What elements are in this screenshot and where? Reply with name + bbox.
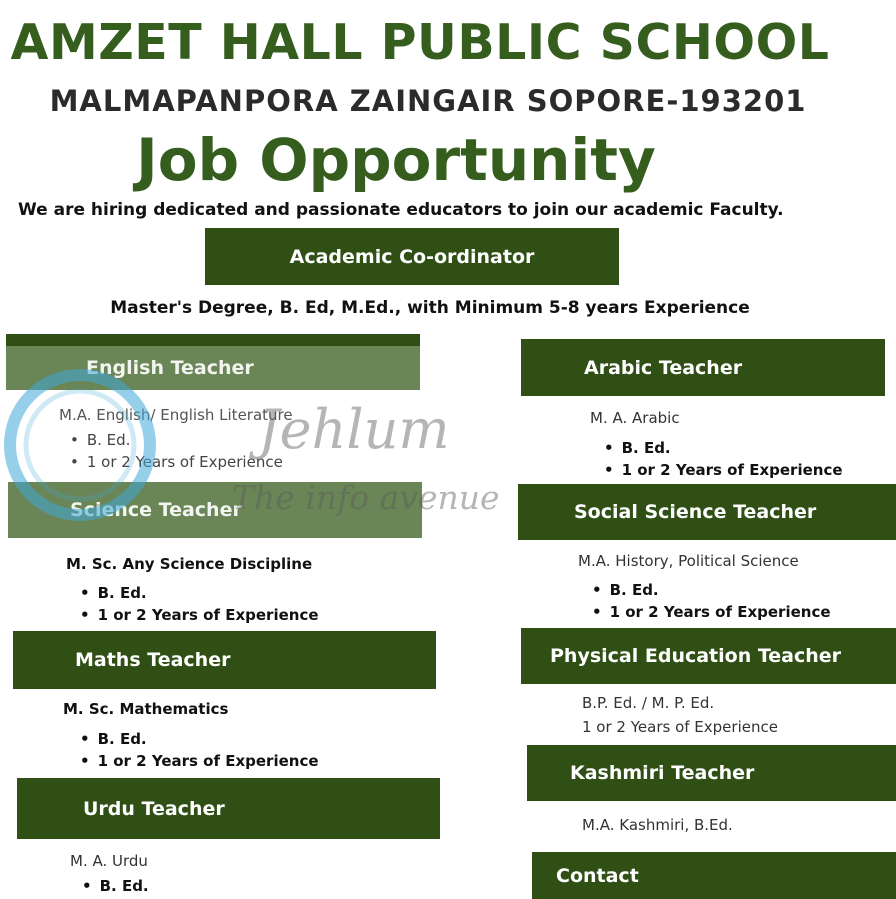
school-name: AMZET HALL PUBLIC SCHOOL	[10, 14, 830, 71]
watermark-ring-icon	[0, 355, 180, 535]
physical-education-title: Physical Education Teacher	[550, 645, 842, 667]
urdu-bullet-1: • B. Ed.	[82, 877, 149, 895]
social-science-bullet-1: • B. Ed.	[592, 581, 659, 599]
arabic-heading	[521, 339, 885, 396]
english-bullet-2: • 1 or 2 Years of Experience	[70, 453, 283, 471]
watermark-subtitle: The info avenue	[232, 478, 500, 517]
science-bullet-2: • 1 or 2 Years of Experience	[80, 606, 319, 624]
coordinator-requirement: Master's Degree, B. Ed, M.Ed., with Minimum 5-8 years Experience	[110, 298, 750, 318]
arabic-qualification: M. A. Arabic	[590, 409, 680, 427]
contact-heading	[532, 852, 896, 899]
kashmiri-title: Kashmiri Teacher	[570, 762, 755, 784]
arabic-bullet-1: • B. Ed.	[604, 439, 671, 457]
social-science-title: Social Science Teacher	[574, 501, 817, 523]
science-title: Science Teacher	[70, 499, 242, 521]
coordinator-heading	[205, 228, 619, 285]
arabic-bullet-2: • 1 or 2 Years of Experience	[604, 461, 843, 479]
science-bullet-1: • B. Ed.	[80, 584, 147, 602]
maths-bullet-2: • 1 or 2 Years of Experience	[80, 752, 319, 770]
social-science-bullet-2: • 1 or 2 Years of Experience	[592, 603, 831, 621]
maths-title: Maths Teacher	[75, 649, 231, 671]
urdu-heading	[17, 778, 440, 839]
urdu-qualification: M. A. Urdu	[70, 852, 148, 870]
intro-text: We are hiring dedicated and passionate educators to join our academic Faculty.	[18, 200, 784, 220]
watermark-title: Jehlum	[258, 398, 450, 461]
urdu-title: Urdu Teacher	[83, 797, 225, 820]
social-science-qualification: M.A. History, Political Science	[578, 552, 799, 570]
school-address: MALMAPANPORA ZAINGAIR SOPORE-193201	[49, 84, 807, 118]
coordinator-title: Academic Co-ordinator	[289, 245, 535, 268]
science-qualification: M. Sc. Any Science Discipline	[66, 555, 313, 573]
english-title: English Teacher	[86, 357, 254, 379]
physical-education-line-2: 1 or 2 Years of Experience	[582, 718, 778, 736]
physical-education-heading	[521, 628, 896, 684]
english-bullet-1: • B. Ed.	[70, 431, 130, 449]
arabic-title: Arabic Teacher	[584, 356, 743, 379]
english-qualification: M.A. English/ English Literature	[59, 406, 293, 424]
maths-heading	[13, 631, 436, 689]
contact-title: Contact	[556, 864, 639, 887]
page-title: Job Opportunity	[136, 126, 656, 194]
maths-qualification: M. Sc. Mathematics	[63, 700, 229, 718]
kashmiri-qualification: M.A. Kashmiri, B.Ed.	[582, 816, 733, 834]
physical-education-line-1: B.P. Ed. / M. P. Ed.	[582, 694, 715, 712]
english-top-strip	[6, 334, 420, 346]
kashmiri-heading	[527, 745, 896, 801]
social-science-heading	[518, 484, 896, 540]
maths-bullet-1: • B. Ed.	[80, 730, 147, 748]
